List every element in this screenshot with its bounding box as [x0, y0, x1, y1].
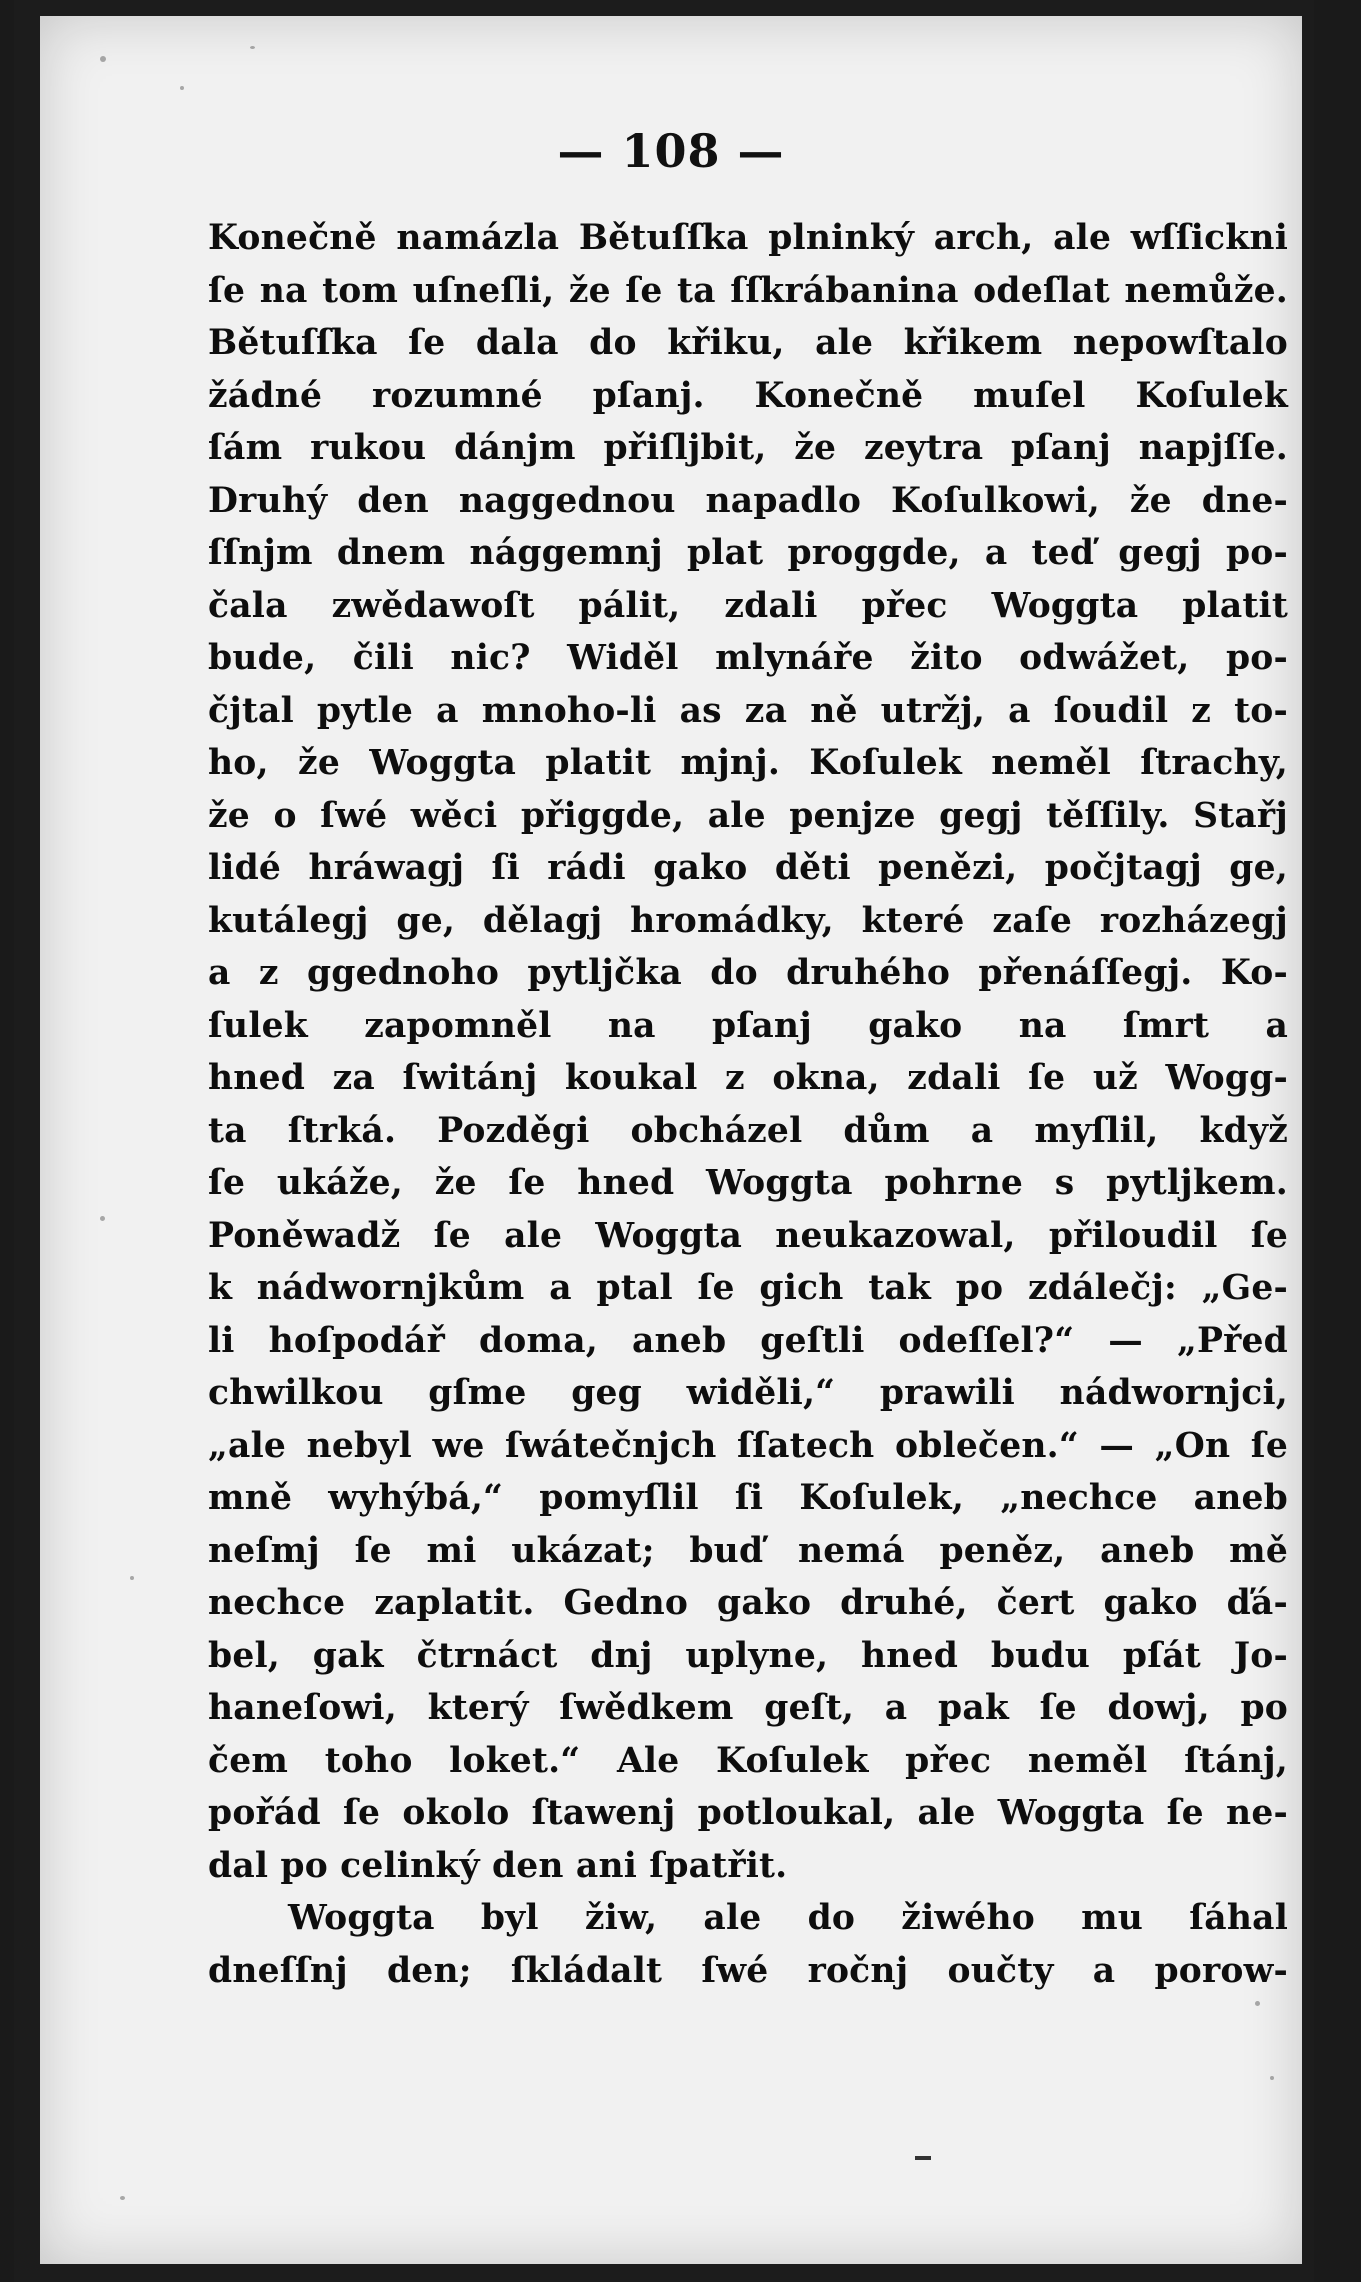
- stray-mark: [915, 2156, 931, 2160]
- text-line: Bětuſſka ſe dala do křiku, ale křikem nepowſtalo: [208, 323, 1288, 363]
- text-line: čjtal pytle a mnoho-li as za ně utržj, a ſoudil z to-: [208, 690, 1288, 731]
- text-line: ſám rukou dánjm přiſljbit, že zeytra pſanj napjſſe.: [208, 428, 1288, 468]
- text-line: a z ggednoho pytljčka do druhého přenáſſegj. Ko-: [208, 953, 1288, 993]
- speckle: [120, 2196, 125, 2200]
- speckle: [180, 86, 184, 90]
- speckle: [1270, 2076, 1274, 2080]
- text-line: ſe na tom uſneſli, že ſe ta ſſkrábanina odeſlat nemůže.: [208, 270, 1288, 311]
- text-line: mně wyhýbá,“ pomyſlil ſi Koſulek, „nechce aneb: [208, 1478, 1288, 1518]
- text-line: ſulek zapomněl na pſanj gako na ſmrt a: [208, 1005, 1288, 1046]
- speckle: [100, 56, 106, 62]
- text-line: Konečně namázla Bětuſſka plninký arch, ale wſſickni: [208, 218, 1288, 258]
- text-line: hned za ſwitánj koukal z okna, zdali ſe už Wogg-: [208, 1058, 1288, 1098]
- text-line: chwilkou gſme geg widěli,“ prawili nádwornjci,: [208, 1373, 1288, 1413]
- text-line: bude, čili nic? Widěl mlynáře žito odwážet, po-: [208, 638, 1288, 678]
- speckle: [100, 1216, 105, 1221]
- text-line: Woggta byl žiw, ale do žiwého mu ſáhal: [288, 1898, 1288, 1938]
- text-line: pořád ſe okolo ſtawenj potloukal, ale Woggta ſe ne-: [208, 1793, 1288, 1833]
- text-line: žádné rozumné pſanj. Konečně muſel Koſulek: [208, 375, 1288, 416]
- body-text: [208, 212, 1288, 1997]
- text-line: neſmj ſe mi ukázat; buď nemá peněz, aneb mě: [208, 1530, 1288, 1571]
- book-page: [40, 16, 1302, 2264]
- text-line: ſe ukáže, že ſe hned Woggta pohrne s pytljkem.: [208, 1163, 1288, 1203]
- text-line: dal po celinký den ani ſpatřit.: [208, 1845, 788, 1886]
- text-line: lidé hráwagj ſi rádi gako děti penězi, počjtagj ge,: [208, 848, 1288, 888]
- text-line: Poněwadž ſe ale Woggta neukazowal, přiloudil ſe: [208, 1215, 1288, 1256]
- scan-border: [14, 0, 1314, 2282]
- text-line: kutálegj ge, dělagj hromádky, které zaſe rozházegj: [208, 900, 1288, 941]
- text-line: bel, gak čtrnáct dnj uplyne, hned budu pſát Jo-: [208, 1635, 1288, 1676]
- text-line: ta ſtrká. Pozděgi obcházel dům a myſlil, když: [208, 1110, 1288, 1151]
- speckle: [1255, 2001, 1260, 2006]
- text-line: nechce zaplatit. Gedno gako druhé, čert gako ďá-: [208, 1583, 1288, 1623]
- text-line: li hoſpodář doma, aneb geſtli odeſſel?“ — „Před: [208, 1320, 1288, 1361]
- text-line: „ale nebyl we ſwátečnjch ſſatech oblečen.“ — „On ſe: [208, 1425, 1288, 1466]
- text-line: ſſnjm dnem nággemnj plat proggde, a teď gegj po-: [208, 533, 1288, 573]
- speckle: [130, 1576, 134, 1580]
- text-line: haneſowi, který ſwědkem geſt, a pak ſe dowj, po: [208, 1688, 1288, 1728]
- page-number: — 108 —: [557, 124, 785, 178]
- text-line: čala zwědawoſt pálit, zdali přec Woggta platit: [208, 585, 1288, 626]
- text-line: dneſſnj den; ſkládalt ſwé ročnj oučty a porow-: [208, 1950, 1288, 1991]
- speckle: [250, 46, 255, 49]
- text-line: ho, že Woggta platit mjnj. Koſulek neměl ſtrachy,: [208, 743, 1288, 783]
- text-line: Druhý den naggednou napadlo Koſulkowi, že dne-: [208, 480, 1288, 521]
- text-line: čem toho loket.“ Ale Koſulek přec neměl ſtánj,: [208, 1740, 1288, 1781]
- text-line: k nádwornjkům a ptal ſe gich tak po zdálečj: „Ge-: [208, 1268, 1288, 1308]
- text-line: že o ſwé wěci přiggde, ale penjze gegj těſſily. Stařj: [208, 795, 1288, 836]
